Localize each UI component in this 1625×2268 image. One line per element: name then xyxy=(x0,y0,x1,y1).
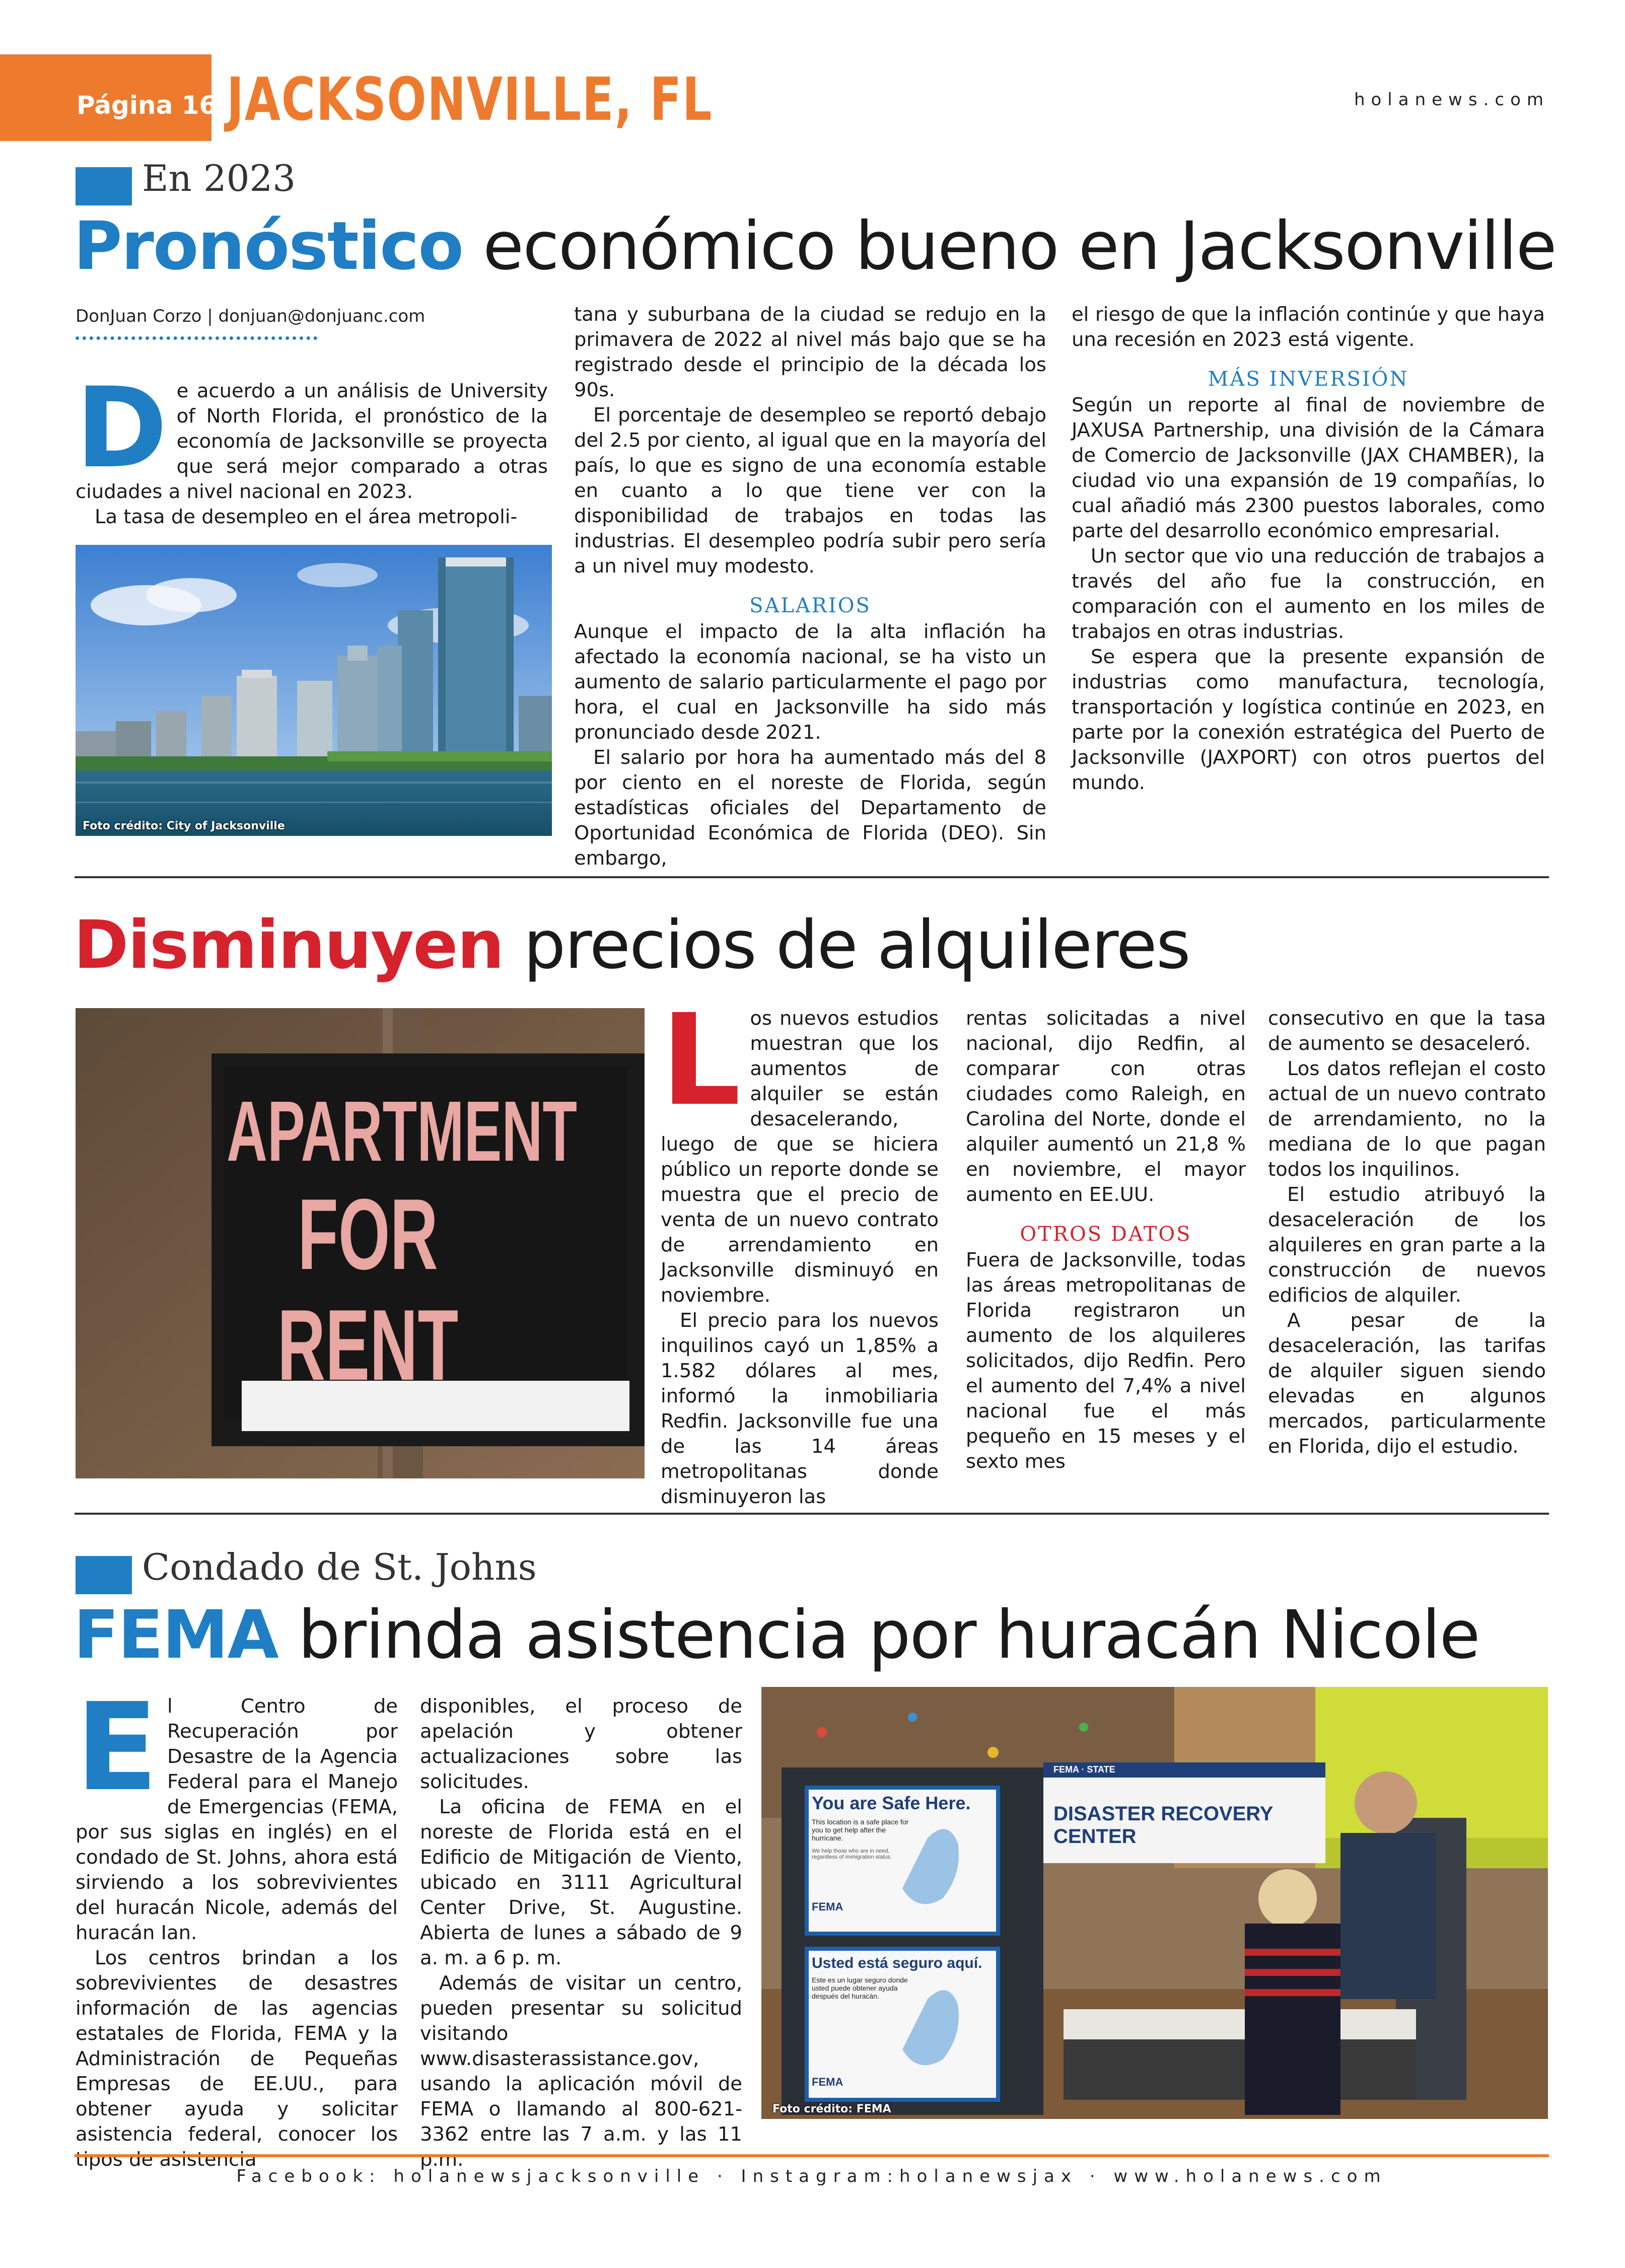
kicker-marker xyxy=(76,167,132,205)
subheading-mas-inversion: MÁS INVERSIÓN xyxy=(1208,368,1409,391)
banner-top: FEMA · STATE xyxy=(1053,1764,1115,1775)
footer-social: Facebook: holanewsjacksonville · Instagram:holanewsjax · www.holanews.com xyxy=(236,2166,1387,2186)
paragraph: rentas solicitadas a nivel nacional, dijo Redfin, al comparar con otras ciudades como Raleigh, en Carolina del Norte, donde el alquiler aumentó un 21,8 % en noviembre, el mayor aumento en EE.UU. xyxy=(966,1007,1246,1206)
paragraph: El estudio atribuyó la desaceleración de los alquileres en gran parte a la construcción de nuevos edificios de alquiler. xyxy=(1268,1183,1546,1307)
paragraph: La oficina de FEMA en el noreste de Florida está en el Edificio de Mitigación de Viento, ubicado en 3111 Agricultural Center Drive, St. Augustine. Abierta de lunes a sábado de 9 a. m. a 6 p. m. xyxy=(420,1796,742,1969)
article1-headline xyxy=(74,207,1556,285)
article2-headline-rest: precios de alquileres xyxy=(523,906,1190,984)
kicker-marker xyxy=(76,1556,132,1594)
site-name: holanews.com xyxy=(1354,90,1549,110)
poster-text: This location is a safe place for you to get help after the hurricane. xyxy=(812,1818,909,1842)
paragraph: Los datos reflejan el costo actual de un nuevo contrato de arrendamiento, no la mediana de lo que pagan todos los inquilinos. xyxy=(1268,1057,1546,1181)
article2-column-2 xyxy=(966,1006,1246,1474)
paragraph: Se espera que la presente expansión de industrias como manufactura, tecnología, transportación y logística continúe en 2023, en parte por la conexión estratégica del Puerto de Jacksonville (JAXPORT) con otros puertos del mundo. xyxy=(1072,646,1545,794)
safe-here-poster-es xyxy=(812,1955,993,2089)
article1-kicker: En 2023 xyxy=(142,157,296,199)
article3-headline-rest: brinda asistencia por huracán Nicole xyxy=(298,1596,1479,1674)
paragraph: El porcentaje de desempleo se reportó debajo del 2.5 por ciento, al igual que en la mayoría del país, lo que es signo de una economía estable en cuanto a lo que tiene ver con la disponibilidad de trabajos en todas las industrias. El desempleo podría subir pero sería a un nivel muy modesto. xyxy=(574,404,1046,578)
sign-text xyxy=(227,1084,577,1401)
safe-here-poster-en xyxy=(812,1793,993,1913)
subheading-otros-datos: OTROS DATOS xyxy=(1020,1223,1192,1246)
photo-credit: Foto crédito: FEMA xyxy=(772,2103,891,2115)
paragraph: Los centros brindan a los sobrevivientes de desastres información de las agencias estatales de Florida, FEMA y la Administración de Pequeñas Empresas de EE.UU., para obtener ayuda y solicitar asistencia federal, conocer los tipos de asistencia xyxy=(76,1947,398,2171)
page-number: Página 16 xyxy=(77,91,217,120)
article1-column-2 xyxy=(574,302,1046,871)
article1-column-3 xyxy=(1072,302,1545,796)
footer-rule xyxy=(75,2154,1549,2157)
skyline-illustration xyxy=(76,545,552,836)
article3-headline-bold: FEMA xyxy=(74,1596,278,1674)
apartment-for-rent-photo xyxy=(76,1008,645,1478)
article1-headline-bold: Pronóstico xyxy=(74,207,463,285)
subheading-salarios: SALARIOS xyxy=(749,594,871,617)
article1-headline-rest: económico bueno en Jacksonville xyxy=(483,207,1556,285)
article2-headline xyxy=(74,906,1190,984)
dropcap: D xyxy=(76,364,168,492)
paragraph: Además de visitar un centro, pueden presentar su solicitud visitando www.disasterassistance.gov, usando la aplicación móvil de FEMA o llamando al 800-621-3362 entre las 7 a.m. y las 11 p.m. xyxy=(420,1972,742,2171)
paragraph: disponibles, el proceso de apelación y obtener actualizaciones sobre las solicitudes. xyxy=(420,1695,742,1793)
poster-title: You are Safe Here. xyxy=(812,1793,971,1813)
byline: DonJuan Corzo | donjuan@donjuanc.com xyxy=(76,306,426,326)
dropcap: L xyxy=(661,987,741,1133)
paragraph: La tasa de desempleo en el área metropoli- xyxy=(95,506,518,528)
section-city-title: JACKSONVILLE, FL xyxy=(227,64,713,134)
paragraph: tana y suburbana de la ciudad se redujo en la primavera de 2022 al nivel más bajo que se ha registrado desde el principio de la década los 90s. xyxy=(574,303,1046,401)
article1-column-1 xyxy=(76,364,548,530)
article3-kicker: Condado de St. Johns xyxy=(142,1546,537,1588)
article3-column-1 xyxy=(76,1677,398,2172)
paragraph: os nuevos estudios muestran que los aumentos de alquiler se están desacelerando, luego de que se hiciera público un reporte donde se muestra que el precio de venta de un nuevo contrato de arrendamiento en Jacksonville disminuyó en noviembre. xyxy=(661,1007,939,1307)
photo-credit: Foto crédito: City of Jacksonville xyxy=(83,820,285,832)
fema-recovery-center-photo xyxy=(761,1687,1548,2119)
fema-logo: FEMA xyxy=(812,1900,843,1913)
paragraph: El salario por hora ha aumentado más del 8 por ciento en el noreste de Florida, según estadísticas oficiales del Departamento de Oportunidad Económica de Florida (DEO). Sin embargo, xyxy=(574,746,1046,870)
paragraph: consecutivo en que la tasa de aumento se desaceleró. xyxy=(1268,1007,1546,1055)
fema-logo: FEMA xyxy=(812,2076,843,2088)
poster-title: Usted está seguro aquí. xyxy=(812,1955,982,1971)
article3-column-2 xyxy=(420,1694,742,2172)
dropcap: E xyxy=(76,1677,158,1818)
disaster-recovery-banner: DISASTER RECOVERY CENTER xyxy=(1053,1803,1273,1848)
article3-headline xyxy=(74,1596,1479,1674)
paragraph: El precio para los nuevos inquilinos cayó un 1,85% a 1.582 dólares al mes, informó la inmobiliaria Redfin. Jacksonville fue una de las 14 áreas metropolitanas donde disminuyeron las xyxy=(661,1309,939,1508)
jacksonville-skyline-photo xyxy=(76,545,552,836)
article2-headline-bold: Disminuyen xyxy=(74,906,504,984)
poster-small: We help those who are in need, regardless of immigration status. xyxy=(812,1848,892,1860)
paragraph: A pesar de la desaceleración, las tarifas de alquiler siguen siendo elevadas en algunos mercados, particularmente en Florida, dijo el estudio. xyxy=(1268,1309,1546,1458)
paragraph: e acuerdo a un análisis de University of North Florida, el pronóstico de la economía de Jacksonville se proyecta que será mejor comparado a otras ciudades a nivel nacional en 2023. xyxy=(76,380,548,503)
byline-divider xyxy=(76,336,317,340)
section-divider xyxy=(75,876,1549,878)
article2-column-3 xyxy=(1268,1006,1546,1459)
section-divider xyxy=(75,1513,1549,1515)
paragraph: Fuera de Jacksonville, todas las áreas metropolitanas de Florida registraron un aumento de los alquileres solicitados, dijo Redfin. Pero el aumento del 7,4% a nivel nacional fue el más pequeño en 15 meses y el sexto mes xyxy=(966,1249,1246,1473)
paragraph: Aunque el impacto de la alta inflación ha afectado la economía nacional, se ha visto un aumento de salario particularmente el pago por hora, el cual en Jacksonville ha sido más pronunciado desde 2021. xyxy=(574,620,1046,744)
sign-line-apartment: APARTMENT xyxy=(227,1084,577,1179)
paragraph: el riesgo de que la inflación continúe y que haya una recesión en 2023 está vigente. xyxy=(1072,303,1545,351)
paragraph: Según un reporte al final de noviembre de JAXUSA Partnership, una división de la Cámara de Comercio de Jacksonville (JAX CHAMBER), la ciudad vio una expansión de 19 compañías, lo cual añadió más 2300 puestos laborales, como parte del desarrollo económico empresarial. xyxy=(1072,394,1545,542)
article2-column-1 xyxy=(661,987,939,1510)
paragraph: l Centro de Recuperación por Desastre de la Agencia Federal para el Manejo de Emergencias (FEMA, por sus siglas en inglés) en el condado de St. Johns, ahora está sirviendo a los sobrevivientes del huracán Nicole, además del huracán Ian. xyxy=(76,1695,398,1944)
poster-text: Este es un lugar seguro donde usted puede obtener ayuda después del huracán. xyxy=(812,1976,908,2000)
sign-line-for-rent: FOR RENT xyxy=(277,1178,459,1401)
paragraph: Un sector que vio una reducción de trabajos a través del año fue la construcción, en comparación con el aumento en los miles de trabajos en otras industrias. xyxy=(1072,545,1545,643)
